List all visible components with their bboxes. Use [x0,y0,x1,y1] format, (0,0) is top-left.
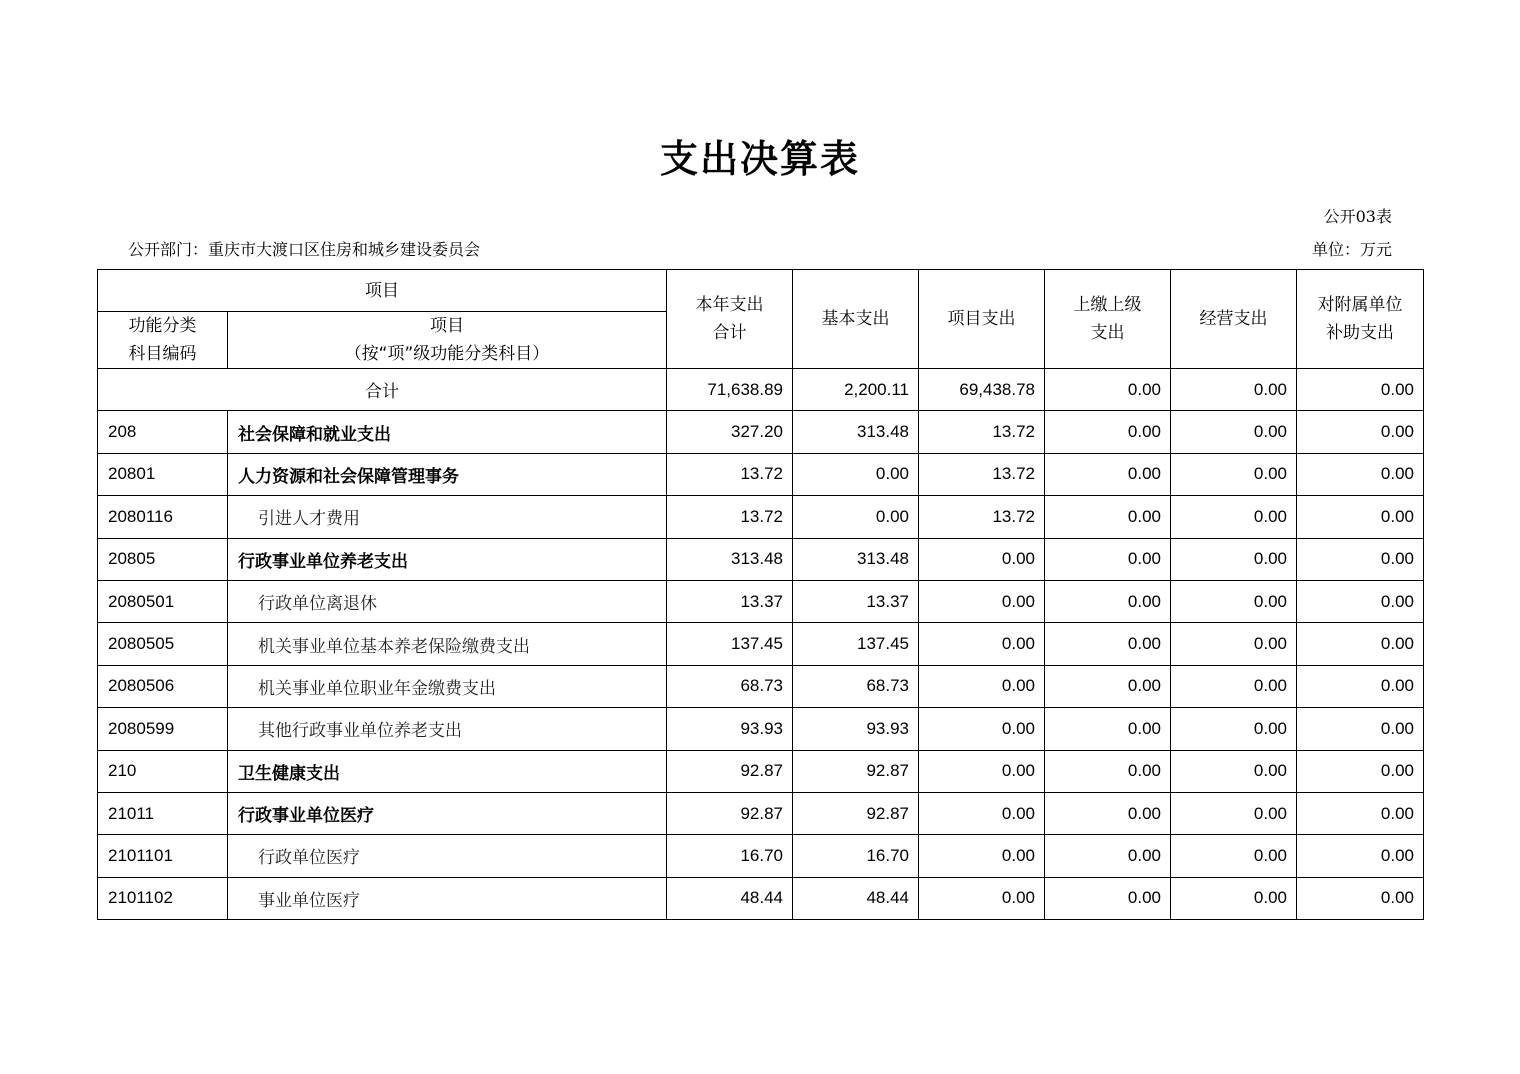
table-row [98,496,1424,538]
row-value: 0.00 [919,538,1045,580]
row-value: 48.44 [793,877,919,919]
header-total [667,270,793,369]
form-number: 公开03表 [1323,207,1392,226]
row-value: 0.00 [1045,411,1171,453]
total-value: 0.00 [1045,369,1171,411]
row-value: 313.48 [793,411,919,453]
header-total-line1: 本年支出 [695,295,764,315]
row-value: 92.87 [667,792,793,834]
row-code: 2080116 [98,496,228,538]
row-value: 0.00 [1297,835,1424,877]
row-code: 210 [98,750,228,792]
header-upper [1045,270,1171,369]
row-name: 事业单位医疗 [228,877,667,919]
row-value: 0.00 [1297,411,1424,453]
row-value: 16.70 [793,835,919,877]
row-value: 0.00 [1171,538,1297,580]
row-name: 行政事业单位养老支出 [228,538,667,580]
row-value: 0.00 [919,580,1045,622]
row-value: 0.00 [1171,792,1297,834]
row-value: 137.45 [793,623,919,665]
row-name: 社会保障和就业支出 [228,411,667,453]
row-value: 0.00 [1045,623,1171,665]
row-value: 0.00 [1297,750,1424,792]
page-title: 支出决算表 [659,137,860,181]
table-row [98,750,1424,792]
row-code: 2080501 [98,580,228,622]
row-value: 13.72 [919,496,1045,538]
total-value: 0.00 [1297,369,1424,411]
row-value: 93.93 [793,708,919,750]
row-value: 0.00 [919,623,1045,665]
row-value: 0.00 [793,453,919,495]
total-value: 0.00 [1171,369,1297,411]
header-subsidy-line2: 补助支出 [1326,323,1394,343]
row-value: 0.00 [1045,877,1171,919]
row-value: 92.87 [793,750,919,792]
row-value: 0.00 [1171,496,1297,538]
row-value: 0.00 [919,750,1045,792]
row-code: 208 [98,411,228,453]
row-name: 机关事业单位职业年金缴费支出 [228,665,667,707]
header-subsidy [1297,270,1424,369]
header-name [228,312,667,369]
row-value: 0.00 [919,792,1045,834]
header-basic: 基本支出 [793,270,919,369]
header-item-group: 项目 [98,270,667,312]
header-code-line2: 科目编码 [128,344,197,364]
table-row [98,665,1424,707]
row-value: 48.44 [667,877,793,919]
row-name: 机关事业单位基本养老保险缴费支出 [228,623,667,665]
row-value: 0.00 [1045,496,1171,538]
row-value: 0.00 [1171,623,1297,665]
header-upper-line1: 上缴上级 [1073,295,1142,315]
row-value: 0.00 [1297,496,1424,538]
table-body [98,369,1424,920]
row-value: 0.00 [919,708,1045,750]
header-subsidy-line1: 对附属单位 [1317,295,1403,315]
row-name: 行政单位离退休 [228,580,667,622]
row-value: 13.37 [667,580,793,622]
row-code: 20805 [98,538,228,580]
table-row [98,877,1424,919]
row-value: 0.00 [1297,538,1424,580]
row-value: 0.00 [1171,877,1297,919]
row-value: 13.72 [919,411,1045,453]
unit-label: 单位：万元 [1311,240,1392,259]
row-value: 137.45 [667,623,793,665]
row-value: 0.00 [1171,580,1297,622]
department-label: 公开部门：重庆市大渡口区住房和城乡建设委员会 [128,240,481,259]
row-value: 0.00 [1297,453,1424,495]
row-value: 0.00 [1045,580,1171,622]
row-value: 0.00 [1045,750,1171,792]
row-value: 0.00 [1297,877,1424,919]
total-label: 合计 [98,369,667,411]
table-row [98,792,1424,834]
row-value: 16.70 [667,835,793,877]
row-value: 13.72 [667,496,793,538]
row-value: 0.00 [1171,750,1297,792]
table-row [98,835,1424,877]
row-value: 313.48 [793,538,919,580]
row-value: 0.00 [1171,665,1297,707]
row-name: 人力资源和社会保障管理事务 [228,453,667,495]
row-code: 2080506 [98,665,228,707]
row-name: 行政单位医疗 [228,835,667,877]
row-value: 0.00 [793,496,919,538]
row-value: 13.72 [919,453,1045,495]
total-row [98,369,1424,411]
header-upper-line2: 支出 [1090,323,1125,343]
row-value: 327.20 [667,411,793,453]
row-value: 0.00 [1297,623,1424,665]
row-value: 0.00 [1045,538,1171,580]
table-row [98,708,1424,750]
row-value: 93.93 [667,708,793,750]
row-value: 0.00 [1171,835,1297,877]
row-code: 2080599 [98,708,228,750]
total-value: 2,200.11 [793,369,919,411]
row-value: 313.48 [667,538,793,580]
row-value: 0.00 [919,877,1045,919]
row-value: 0.00 [919,665,1045,707]
table-row [98,580,1424,622]
row-value: 0.00 [919,835,1045,877]
row-name: 行政事业单位医疗 [228,792,667,834]
row-name: 其他行政事业单位养老支出 [228,708,667,750]
row-value: 0.00 [1171,411,1297,453]
row-value: 13.72 [667,453,793,495]
row-value: 92.87 [667,750,793,792]
row-code: 21011 [98,792,228,834]
row-value: 0.00 [1297,580,1424,622]
row-value: 68.73 [667,665,793,707]
row-value: 0.00 [1045,792,1171,834]
total-value: 69,438.78 [919,369,1045,411]
row-code: 2080505 [98,623,228,665]
header-name-line2: （按“项”级功能分类科目） [344,344,550,364]
row-value: 13.37 [793,580,919,622]
expenditure-table [97,269,1424,920]
header-name-line1: 项目 [430,316,464,336]
table-row [98,623,1424,665]
row-value: 0.00 [1297,665,1424,707]
row-value: 0.00 [1045,708,1171,750]
row-code: 20801 [98,453,228,495]
total-value: 71,638.89 [667,369,793,411]
table-row [98,411,1424,453]
header-total-line2: 合计 [712,323,747,343]
row-value: 0.00 [1171,453,1297,495]
header-business: 经营支出 [1171,270,1297,369]
header-project: 项目支出 [919,270,1045,369]
row-code: 2101102 [98,877,228,919]
row-value: 0.00 [1045,453,1171,495]
row-name: 卫生健康支出 [228,750,667,792]
row-value: 92.87 [793,792,919,834]
row-value: 0.00 [1297,708,1424,750]
row-name: 引进人才费用 [228,496,667,538]
table-row [98,538,1424,580]
row-value: 0.00 [1045,835,1171,877]
table-row [98,453,1424,495]
row-value: 0.00 [1171,708,1297,750]
row-code: 2101101 [98,835,228,877]
header-code-line1: 功能分类 [128,316,197,336]
row-value: 0.00 [1045,665,1171,707]
row-value: 68.73 [793,665,919,707]
row-value: 0.00 [1297,792,1424,834]
header-code [98,312,228,369]
